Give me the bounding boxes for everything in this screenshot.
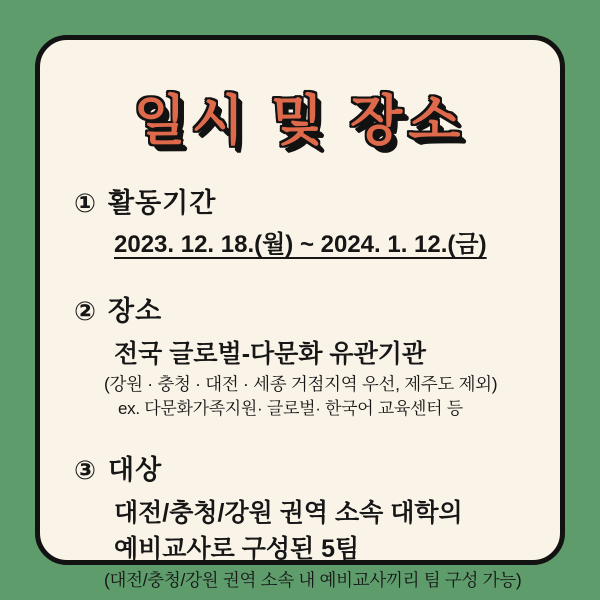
target-line-2: 예비교사로 구성된 5팀	[114, 535, 360, 564]
section-heading: 장소	[108, 295, 163, 326]
section-place	[74, 289, 540, 422]
section-target	[74, 448, 540, 593]
place-main-line: 전국 글로벌-다문화 유관기관	[114, 339, 427, 368]
section-heading: 대상	[108, 455, 163, 486]
section-activity-period	[74, 181, 540, 263]
circled-number-2: ②	[74, 295, 97, 326]
circled-number-3: ③	[74, 455, 97, 486]
poster-card	[35, 35, 565, 590]
circled-number-1: ①	[74, 188, 97, 218]
section-header	[74, 181, 540, 220]
section-header	[74, 289, 540, 328]
activity-period-dates: 2023. 12. 18.(월) ~ 2024. 1. 12.(금)	[114, 231, 487, 258]
target-line-1: 대전/충청/강원 권역 소속 대학의	[114, 499, 463, 528]
page-title: 일시 및 장소	[133, 91, 467, 151]
target-note-line: (대전/충청/강원 권역 소속 내 예비교사끼리 팀 구성 가능)	[104, 569, 522, 590]
place-note-line: (강원 · 충청 · 대전 · 세종 거점지역 우선, 제주도 제외)	[104, 374, 498, 395]
section-header	[74, 448, 540, 487]
section-heading: 활동기간	[108, 188, 217, 218]
place-example-line: ex. 다문화가족지원· 글로벌· 한국어 교육센터 등	[118, 399, 463, 419]
